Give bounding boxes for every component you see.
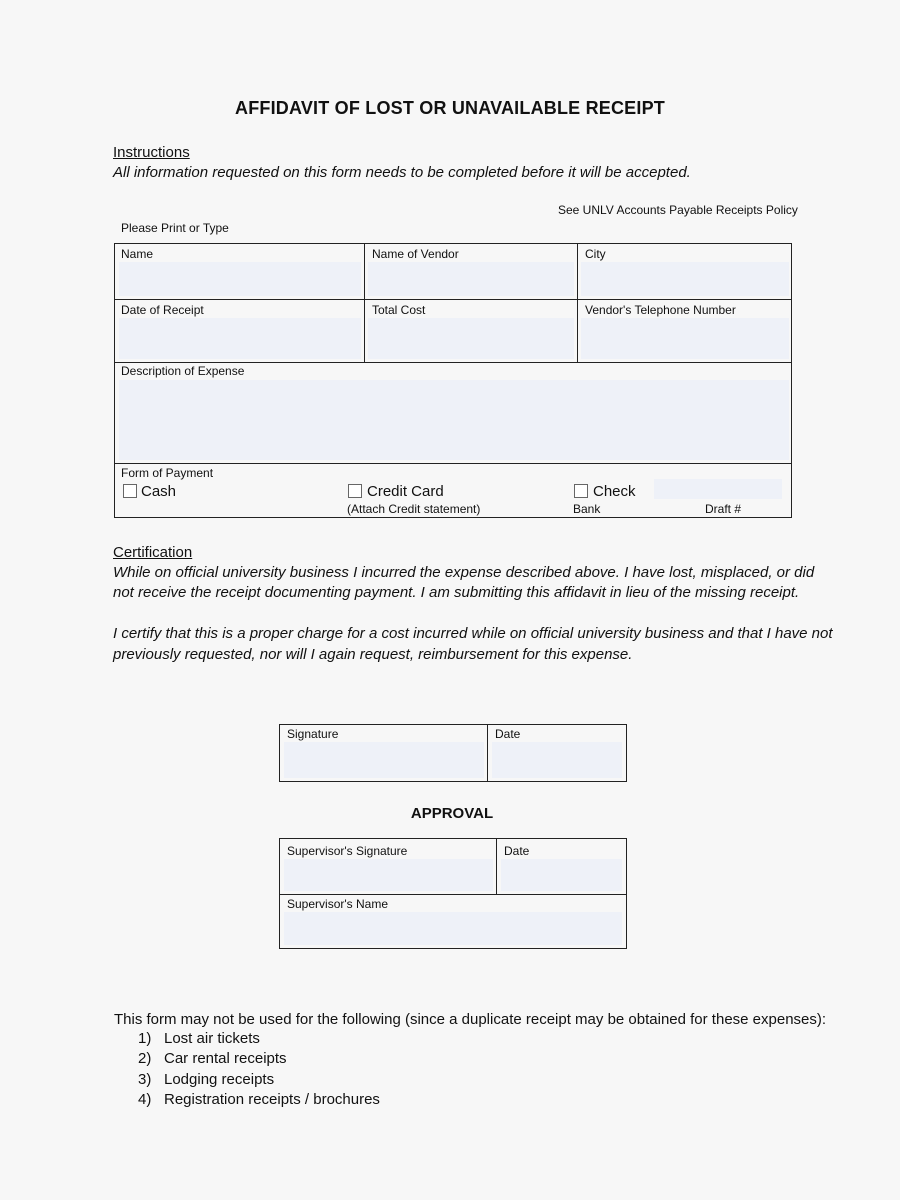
vendor-field[interactable] xyxy=(368,262,574,296)
list-item-text: Registration receipts / brochures xyxy=(164,1091,380,1108)
supervisor-name-label: Supervisor's Name xyxy=(287,897,388,911)
row-divider xyxy=(115,362,791,363)
column-divider xyxy=(496,839,497,895)
exclusions-lead: This form may not be used for the following (since a duplicate receipt may be obtained for these expenses): xyxy=(114,1011,827,1028)
list-item-number: 3) xyxy=(138,1071,152,1088)
total-cost-field[interactable] xyxy=(368,318,574,359)
row-divider xyxy=(115,463,791,464)
approval-date-label: Date xyxy=(504,844,530,858)
signature-field[interactable] xyxy=(284,742,484,778)
certification-line-1: While on official university business I incurred the expense described above. I have lost, misplaced, or did xyxy=(113,564,815,581)
instructions-text: All information requested on this form needs to be completed before it will be accepted. xyxy=(113,164,691,181)
credit-card-checkbox[interactable] xyxy=(348,484,362,498)
check-label: Check xyxy=(593,483,636,500)
cash-checkbox[interactable] xyxy=(123,484,137,498)
supervisor-signature-field[interactable] xyxy=(284,859,493,891)
receipt-info-table xyxy=(114,243,792,518)
approval-date-field[interactable] xyxy=(501,859,622,891)
certification-heading: Certification xyxy=(113,544,193,561)
signature-date-field[interactable] xyxy=(492,742,622,778)
total-cost-label: Total Cost xyxy=(372,303,426,317)
list-item xyxy=(138,1030,260,1047)
list-item-number: 2) xyxy=(138,1050,152,1067)
certification-line-4: previously requested, nor will I again request, reimbursement for this expense. xyxy=(113,646,633,663)
name-label: Name xyxy=(121,247,154,261)
signature-table xyxy=(279,724,627,782)
check-checkbox[interactable] xyxy=(574,484,588,498)
credit-statement-note: (Attach Credit statement) xyxy=(347,502,481,516)
list-item-number: 4) xyxy=(138,1091,152,1108)
form-title: AFFIDAVIT OF LOST OR UNAVAILABLE RECEIPT xyxy=(235,98,665,118)
row-divider xyxy=(115,299,791,300)
signature-date-label: Date xyxy=(495,727,521,741)
list-item-text: Lost air tickets xyxy=(164,1030,260,1047)
draft-label: Draft # xyxy=(705,502,742,516)
city-field[interactable] xyxy=(581,262,789,296)
policy-note: See UNLV Accounts Payable Receipts Policy xyxy=(558,203,798,217)
name-field[interactable] xyxy=(119,262,361,296)
credit-card-label: Credit Card xyxy=(367,483,444,500)
list-item xyxy=(138,1071,274,1088)
description-field[interactable] xyxy=(119,380,789,460)
signature-label: Signature xyxy=(287,727,339,741)
column-divider xyxy=(487,725,488,781)
column-divider xyxy=(577,244,578,362)
list-item-text: Car rental receipts xyxy=(164,1050,287,1067)
cash-label: Cash xyxy=(141,483,177,500)
bank-label: Bank xyxy=(573,502,601,516)
list-item-text: Lodging receipts xyxy=(164,1071,275,1088)
vendor-phone-label: Vendor's Telephone Number xyxy=(585,303,736,317)
list-item-number: 1) xyxy=(138,1030,152,1047)
instructions-heading: Instructions xyxy=(113,144,190,161)
list-item xyxy=(138,1050,287,1067)
column-divider xyxy=(364,244,365,362)
vendor-label: Name of Vendor xyxy=(372,247,459,261)
certification-line-3: I certify that this is a proper charge for a cost incurred while on official university business and that I have not xyxy=(113,625,833,642)
date-of-receipt-field[interactable] xyxy=(119,318,361,359)
description-label: Description of Expense xyxy=(121,364,245,378)
city-label: City xyxy=(585,247,606,261)
date-of-receipt-label: Date of Receipt xyxy=(121,303,204,317)
check-number-field[interactable] xyxy=(654,479,782,499)
print-note: Please Print or Type xyxy=(121,221,229,235)
list-item xyxy=(138,1091,380,1108)
vendor-phone-field[interactable] xyxy=(581,318,789,359)
form-of-payment-label: Form of Payment xyxy=(121,466,214,480)
certification-line-2: not receive the receipt documenting payment. I am submitting this affidavit in lieu of the missing receipt. xyxy=(113,584,800,601)
approval-table xyxy=(279,838,627,949)
row-divider xyxy=(280,894,626,895)
approval-heading: APPROVAL xyxy=(410,805,494,822)
supervisor-signature-label: Supervisor's Signature xyxy=(287,844,408,858)
supervisor-name-field[interactable] xyxy=(284,912,622,945)
